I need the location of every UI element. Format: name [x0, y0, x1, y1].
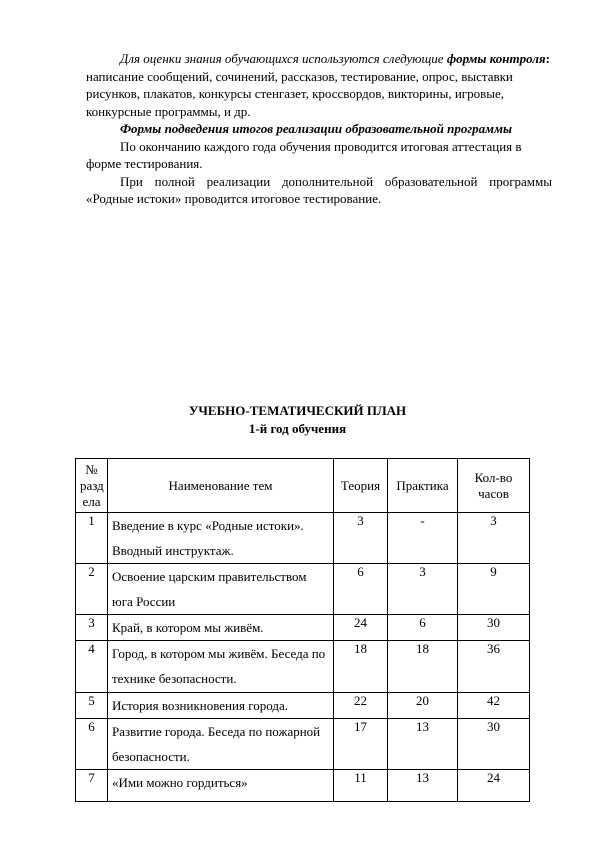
- row-hours: 3: [458, 513, 530, 564]
- row-topic: Освоение царским правительством юга России: [108, 564, 334, 615]
- header-topic: Наименование тем: [108, 459, 334, 513]
- thematic-plan-table: [75, 458, 530, 802]
- row-hours: 30: [458, 719, 530, 770]
- row-theory: 11: [334, 770, 388, 802]
- paragraph-final-testing: При полной реализации дополнительной образовательной программы «Родные истоки» проводится итоговое тестирование.: [86, 173, 552, 206]
- row-practice: 13: [388, 770, 458, 802]
- row-num: 3: [76, 615, 108, 641]
- row-hours: 36: [458, 641, 530, 693]
- header-num: № разд ела: [76, 459, 108, 513]
- table-header-row: [76, 459, 530, 513]
- row-num: 5: [76, 693, 108, 719]
- row-num: 2: [76, 564, 108, 615]
- row-num: 6: [76, 719, 108, 770]
- table-row: [76, 719, 530, 770]
- control-forms-colon: :: [545, 51, 550, 66]
- row-topic: Край, в котором мы живём.: [108, 615, 334, 641]
- paragraph-final-attestation: По окончанию каждого года обучения проводится итоговая аттестация в форме тестирования.: [86, 138, 522, 171]
- row-theory: 6: [334, 564, 388, 615]
- row-hours: 24: [458, 770, 530, 802]
- row-practice: 18: [388, 641, 458, 693]
- header-theory: Теория: [334, 459, 388, 513]
- row-practice: -: [388, 513, 458, 564]
- row-practice: 3: [388, 564, 458, 615]
- row-theory: 17: [334, 719, 388, 770]
- plan-heading: [0, 402, 595, 438]
- row-topic: «Ими можно гордиться»: [108, 770, 334, 802]
- table-row: [76, 564, 530, 615]
- row-practice: 20: [388, 693, 458, 719]
- row-hours: 42: [458, 693, 530, 719]
- row-theory: 24: [334, 615, 388, 641]
- text-section: [86, 50, 552, 208]
- paragraph-control-forms: [86, 50, 552, 120]
- row-practice: 6: [388, 615, 458, 641]
- row-num: 4: [76, 641, 108, 693]
- header-practice: Практика: [388, 459, 458, 513]
- table-row: [76, 615, 530, 641]
- row-topic: Город, в котором мы живём. Беседа по технике безопасности.: [108, 641, 334, 693]
- results-forms-heading: Формы подведения итогов реализации образовательной программы: [120, 121, 512, 136]
- row-practice: 13: [388, 719, 458, 770]
- row-num: 7: [76, 770, 108, 802]
- plan-subtitle: 1-й год обучения: [248, 421, 347, 436]
- row-hours: 9: [458, 564, 530, 615]
- table-row: [76, 513, 530, 564]
- row-topic: История возникновения города.: [108, 693, 334, 719]
- row-hours: 30: [458, 615, 530, 641]
- row-theory: 3: [334, 513, 388, 564]
- row-theory: 18: [334, 641, 388, 693]
- control-forms-intro: Для оценки знания обучающихся используются следующие: [120, 51, 447, 66]
- row-theory: 22: [334, 693, 388, 719]
- table-row: [76, 693, 530, 719]
- plan-title: УЧЕБНО-ТЕМАТИЧЕСКИЙ ПЛАН: [188, 403, 407, 418]
- row-topic: Введение в курс «Родные истоки». Вводный инструктаж.: [108, 513, 334, 564]
- table-row: [76, 770, 530, 802]
- table-row: [76, 641, 530, 693]
- header-hours: Кол-во часов: [458, 459, 530, 513]
- row-num: 1: [76, 513, 108, 564]
- row-topic: Развитие города. Беседа по пожарной безопасности.: [108, 719, 334, 770]
- control-forms-list: написание сообщений, сочинений, рассказов, тестирование, опрос, выставки рисунков, плакатов, конкурсы стенгазет, кроссвордов, викторины, игровые, конкурсные программы, и др.: [86, 68, 513, 119]
- control-forms-term: формы контроля: [446, 51, 546, 66]
